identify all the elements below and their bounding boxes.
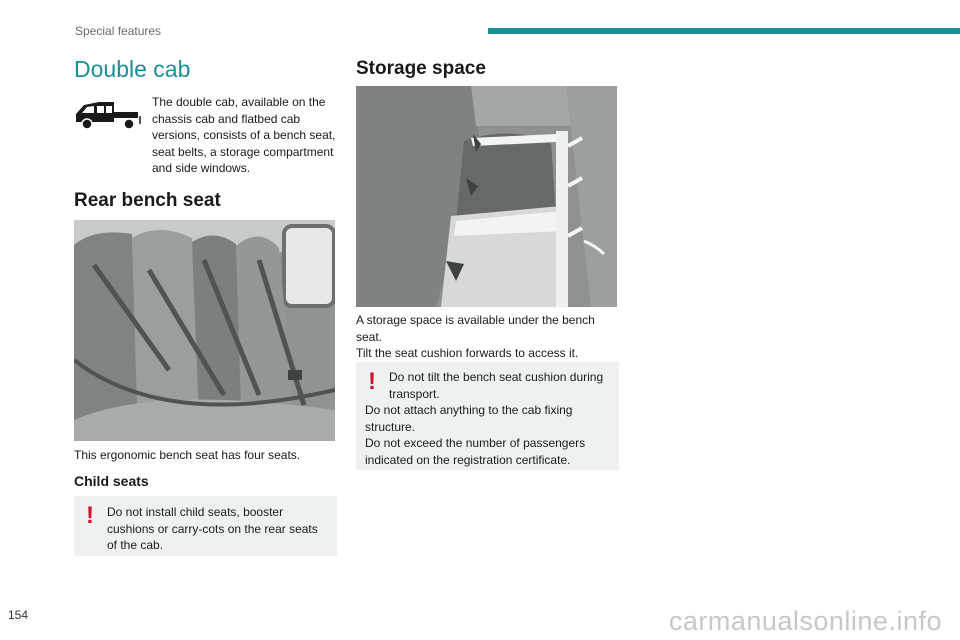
storage-warning-line-3: Do not exceed the number of passengers indicated on the registration certificate. xyxy=(365,436,586,467)
bench-caption: This ergonomic bench seat has four seats. xyxy=(74,448,301,462)
child-seats-heading: Child seats xyxy=(74,473,149,489)
exclamation-icon: ! xyxy=(368,368,376,395)
child-seats-warning xyxy=(74,496,337,556)
storage-warning-line-1: Do not tilt the bench seat cushion during transport. xyxy=(389,370,604,401)
storage-warning-line-2: Do not attach anything to the cab fixing structure. xyxy=(365,403,573,434)
storage-photo xyxy=(356,86,617,307)
page-number: 154 xyxy=(8,608,29,622)
rear-bench-heading: Rear bench seat xyxy=(74,190,221,211)
storage-heading: Storage space xyxy=(356,58,486,79)
section-header: Special features xyxy=(75,24,162,38)
header-accent-bar xyxy=(488,28,960,34)
storage-warning xyxy=(356,362,619,470)
intro-text: The double cab, available on the chassis cab and flatbed cab versions, consists of a bench seat, seat belts, a storage compartment and side windows. xyxy=(152,95,336,175)
page-title: Double cab xyxy=(74,56,191,82)
storage-text-1: A storage space is available under the bench seat. xyxy=(356,313,595,344)
exclamation-icon: ! xyxy=(86,502,94,529)
site-watermark: carmanualsonline.info xyxy=(668,606,942,636)
storage-text-2: Tilt the seat cushion forwards to access it. xyxy=(356,346,579,360)
rear-bench-photo xyxy=(74,220,335,441)
double-cab-truck-icon xyxy=(74,96,142,132)
child-warning-text: Do not install child seats, booster cushions or carry-cots on the rear seats of the cab. xyxy=(107,505,318,552)
